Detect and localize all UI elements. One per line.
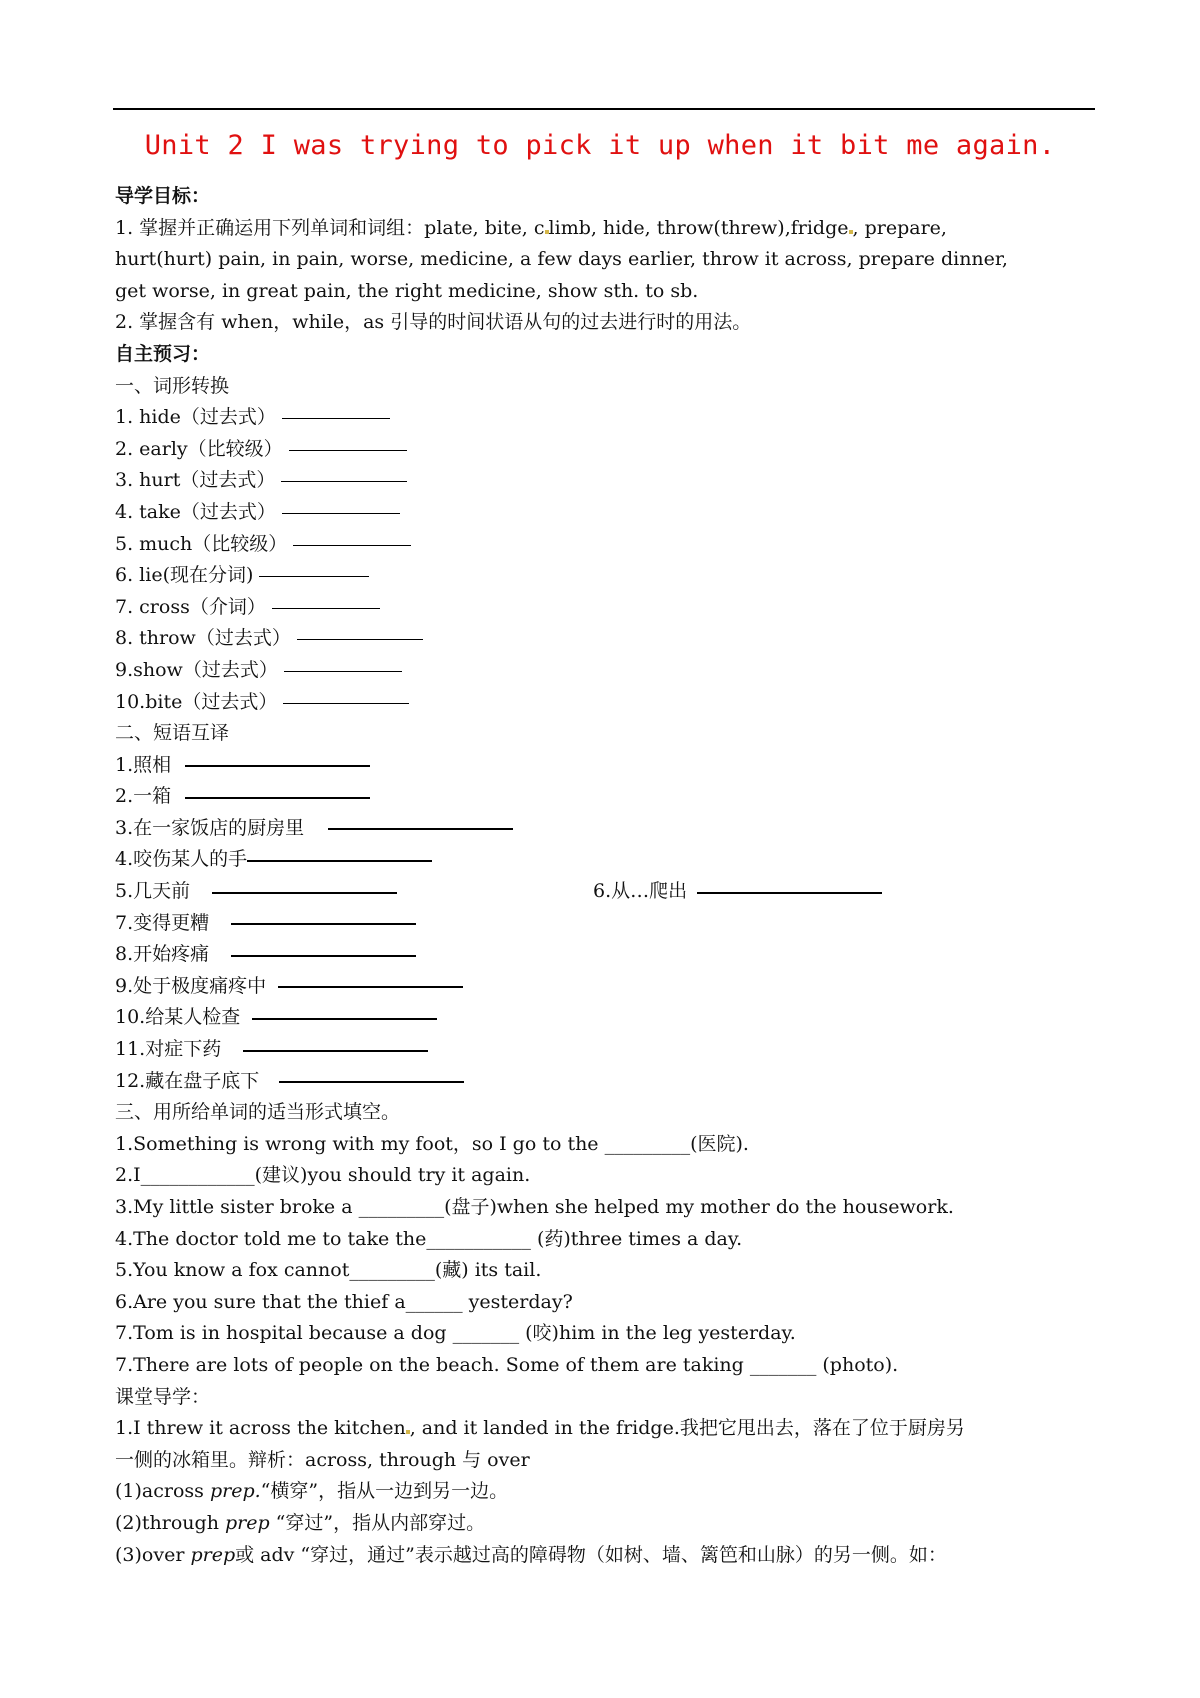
- preview-heading: 自主预习：: [115, 342, 211, 365]
- header-rule: [113, 108, 1095, 110]
- usage-across: (1)across prep.“横穿”，指从一边到另一边。: [115, 1480, 509, 1503]
- goals-item-1: 1. 掌握并正确运用下列单词和词组：plate, bite, c limb, hide, throw(threw),fridge , prepare,: [115, 216, 947, 239]
- section-fill-in: 三、用所给单词的适当形式填空。: [115, 1101, 401, 1124]
- fill-in-item: 5.You know a fox cannot_________(藏) its tail.: [115, 1259, 542, 1282]
- word-form-item: 4. take（过去式）: [115, 497, 1090, 529]
- answer-blank[interactable]: [282, 417, 390, 419]
- answer-blank[interactable]: [247, 859, 432, 862]
- usage-over: (3)over prep或 adv “穿过，通过”表示越过高的障碍物（如树、墙、篱笆和山脉）的另一侧。如：: [115, 1543, 947, 1566]
- fill-in-item: 2.I____________(建议)you should try it again.: [115, 1164, 531, 1187]
- phrase-item: 8.开始疼痛: [115, 939, 1090, 971]
- word-form-item: 1. hide（过去式）: [115, 402, 1090, 434]
- word-form-item: 7. cross（介词）: [115, 592, 1090, 624]
- answer-blank[interactable]: [281, 480, 407, 482]
- word-form-item: 10.bite（过去式）: [115, 687, 1090, 719]
- word-form-item: 3. hurt（过去式）: [115, 465, 1090, 497]
- answer-blank[interactable]: [278, 985, 463, 988]
- answer-blank[interactable]: [282, 512, 400, 514]
- goals-item-1-line-2: hurt(hurt) pain, in pain, worse, medicine, a few days earlier, throw it across, prepare dinner,: [115, 248, 1008, 271]
- answer-blank[interactable]: [293, 544, 411, 546]
- answer-blank[interactable]: [283, 702, 409, 704]
- phrase-item: 12.藏在盘子底下: [115, 1066, 1090, 1098]
- answer-blank[interactable]: [185, 764, 370, 767]
- word-form-item: 9.show（过去式）: [115, 655, 1090, 687]
- word-form-item: 8. throw（过去式）: [115, 623, 1090, 655]
- section-word-forms: 一、词形转换: [115, 374, 230, 397]
- classroom-heading: 课堂导学：: [115, 1385, 211, 1408]
- answer-blank[interactable]: [243, 1049, 428, 1052]
- phrase-item: 10.给某人检查: [115, 1002, 1090, 1034]
- phrase-item: 3.在一家饭店的厨房里: [115, 813, 1090, 845]
- word-form-item: 5. much（比较级）: [115, 529, 1090, 561]
- answer-blank[interactable]: [289, 449, 407, 451]
- fill-in-list: [115, 1129, 1090, 1382]
- goals-item-1-line-3: get worse, in great pain, the right medicine, show sth. to sb.: [115, 279, 699, 302]
- word-form-item: 2. early（比较级）: [115, 434, 1090, 466]
- phrase-item: 2.一箱: [115, 781, 1090, 813]
- answer-blank[interactable]: [212, 891, 397, 894]
- phrase-item: 6.从…爬出: [593, 876, 882, 908]
- phrases-list: [115, 750, 1090, 1098]
- section-phrases: 二、短语互译: [115, 722, 230, 745]
- phrase-item: 1.照相: [115, 750, 1090, 782]
- goals-item-2: 2. 掌握含有 when，while，as 引导的时间状语从句的过去进行时的用法。: [115, 311, 752, 334]
- worksheet-body: [115, 181, 1090, 1571]
- usage-through: (2)through prep “穿过”，指从内部穿过。: [115, 1511, 486, 1534]
- answer-blank[interactable]: [252, 1017, 437, 1020]
- word-form-item: 6. lie(现在分词): [115, 560, 1090, 592]
- answer-blank[interactable]: [697, 891, 882, 894]
- phrase-item: 11.对症下药: [115, 1034, 1090, 1066]
- answer-blank[interactable]: [284, 670, 402, 672]
- fill-in-item: 1.Something is wrong with my foot，so I go to the _________(医院).: [115, 1132, 749, 1155]
- goals-heading: 导学目标：: [115, 185, 211, 207]
- page-title: Unit 2 I was trying to pick it up when it bit me again.: [144, 130, 1056, 161]
- answer-blank[interactable]: [297, 638, 423, 640]
- phrase-item: 5.几天前 6.从…爬出: [115, 876, 1090, 908]
- fill-in-item: 3.My little sister broke a _________(盘子)when she helped my mother do the housework.: [115, 1196, 954, 1218]
- phrase-item: 4.咬伤某人的手: [115, 844, 1090, 876]
- answer-blank[interactable]: [185, 796, 370, 799]
- fill-in-item: 6.Are you sure that the thief a______ yesterday?: [115, 1290, 573, 1313]
- answer-blank[interactable]: [231, 954, 416, 957]
- phrase-item: 9.处于极度痛疼中: [115, 971, 1090, 1003]
- word-forms-list: [115, 402, 1090, 718]
- answer-blank[interactable]: [272, 607, 380, 609]
- fill-in-item: 4.The doctor told me to take the___________ (药)three times a day.: [115, 1227, 743, 1250]
- answer-blank[interactable]: [231, 922, 416, 925]
- answer-blank[interactable]: [279, 1080, 464, 1083]
- answer-blank[interactable]: [328, 827, 513, 830]
- answer-blank[interactable]: [259, 575, 369, 577]
- fill-in-item: 7.There are lots of people on the beach. Some of them are taking _______ (photo).: [115, 1353, 899, 1376]
- classroom-item-1-line-2: 一侧的冰箱里。辩析：across, through 与 over: [115, 1448, 530, 1471]
- classroom-item-1: 1.I threw it across the kitchen , and it landed in the fridge.我把它甩出去，落在了位于厨房另: [115, 1417, 965, 1440]
- phrase-item: 7.变得更糟: [115, 908, 1090, 940]
- fill-in-item: 7.Tom is in hospital because a dog _______ (咬)him in the leg yesterday.: [115, 1322, 796, 1345]
